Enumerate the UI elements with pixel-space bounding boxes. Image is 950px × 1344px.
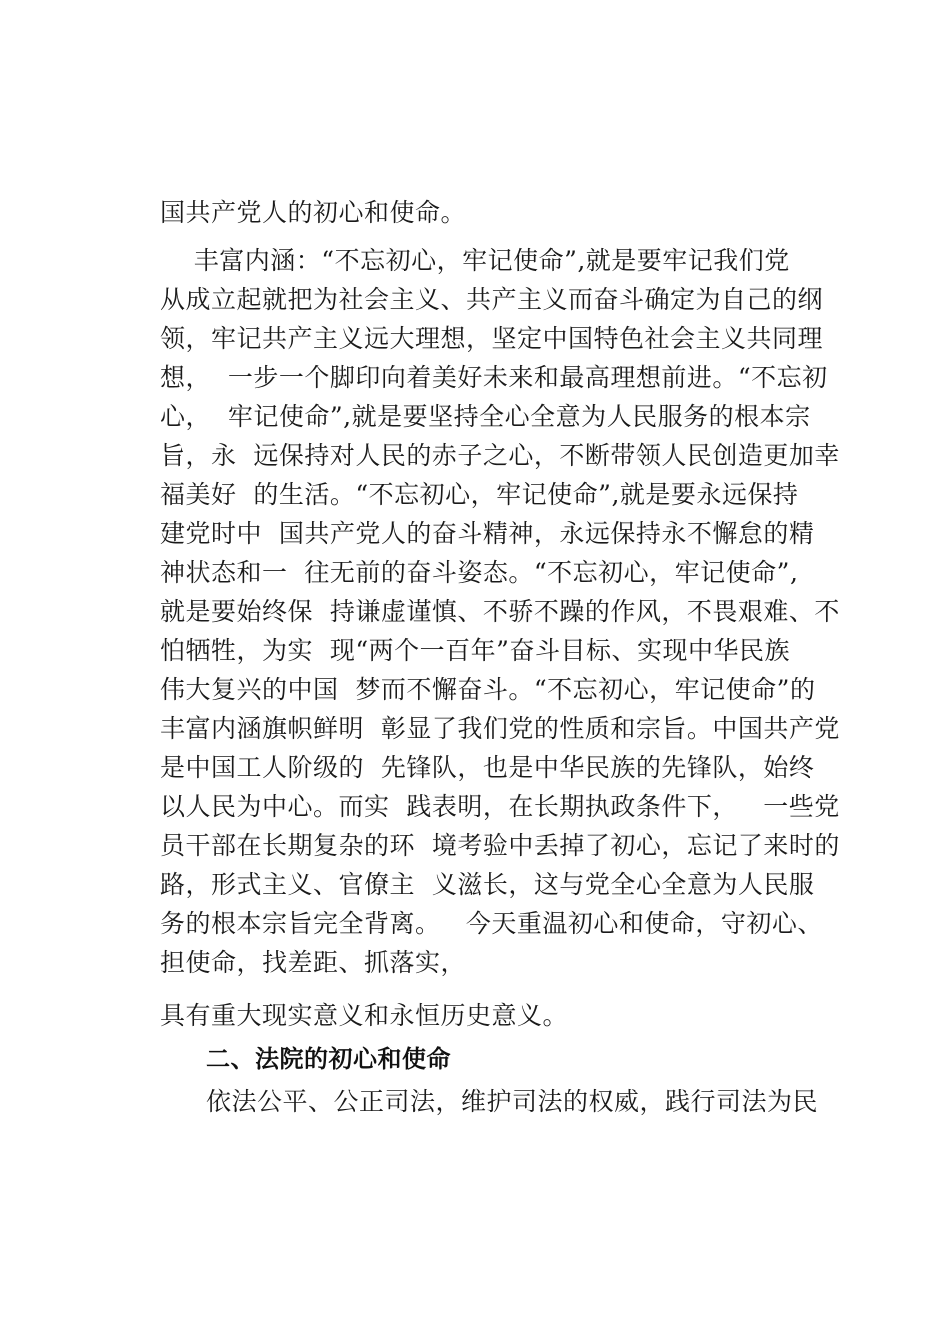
text-line: 从成立起就把为社会主义、共产主义而奋斗确定为自己的纲: [160, 285, 824, 314]
text-line: 怕牺牲，为实 现“两个一百年”奋斗目标、实现中华民族: [160, 636, 790, 665]
text-line: 伟大复兴的中国 梦而不懈奋斗。“不忘初心，牢记使命”的: [160, 675, 816, 704]
text-line: 领，牢记共产主义远大理想，坚定中国特色社会主义共同理: [160, 324, 824, 353]
text-line: 神状态和一 往无前的奋斗姿态。“不忘初心，牢记使命”,: [160, 558, 799, 587]
text-line: 丰富内涵：“不忘初心，牢记使命”,就是要牢记我们党: [160, 246, 790, 275]
text-line: 心， 牢记使命”,就是要坚持全心全意为人民服务的根本宗: [160, 402, 811, 431]
text-line: 福美好 的生活。“不忘初心，牢记使命”,就是要永远保持: [160, 480, 799, 509]
text-line: 旨，永 远保持对人民的赤子之心，不断带领人民创造更加幸: [160, 441, 840, 470]
text-line: 想， 一步一个脚印向着美好未来和最高理想前进。“不忘初: [160, 363, 828, 392]
text-line: 务的根本宗旨完全背离。 今天重温初心和使命，守初心、: [160, 909, 823, 938]
text-line: 国共产党人的初心和使命。: [160, 198, 467, 227]
text-line: 具有重大现实意义和永恒历史意义。: [160, 1001, 569, 1030]
text-line: 员干部在长期复杂的环 境考验中丢掉了初心，忘记了来时的: [160, 831, 840, 860]
text-line: 以人民为中心。而实 践表明，在长期执政条件下， 一些党: [160, 792, 840, 821]
text-line: 是中国工人阶级的 先锋队，也是中华民族的先锋队，始终: [160, 753, 815, 782]
section-heading: 二、法院的初心和使命: [206, 1045, 451, 1073]
text-line: 丰富内涵旗帜鲜明 彰显了我们党的性质和宗旨。中国共产党: [160, 714, 840, 743]
text-line: 建党时中 国共产党人的奋斗精神，永远保持永不懈怠的精: [160, 519, 815, 548]
text-line: 就是要始终保 持谦虚谨慎、不骄不躁的作风，不畏艰难、不: [160, 597, 840, 626]
text-line: 担使命，找差距、抓落实，: [160, 948, 467, 977]
text-line: 依法公平、公正司法，维护司法的权威，践行司法为民: [206, 1087, 819, 1116]
text-line: 路，形式主义、官僚主 义滋长，这与党全心全意为人民服: [160, 870, 815, 899]
